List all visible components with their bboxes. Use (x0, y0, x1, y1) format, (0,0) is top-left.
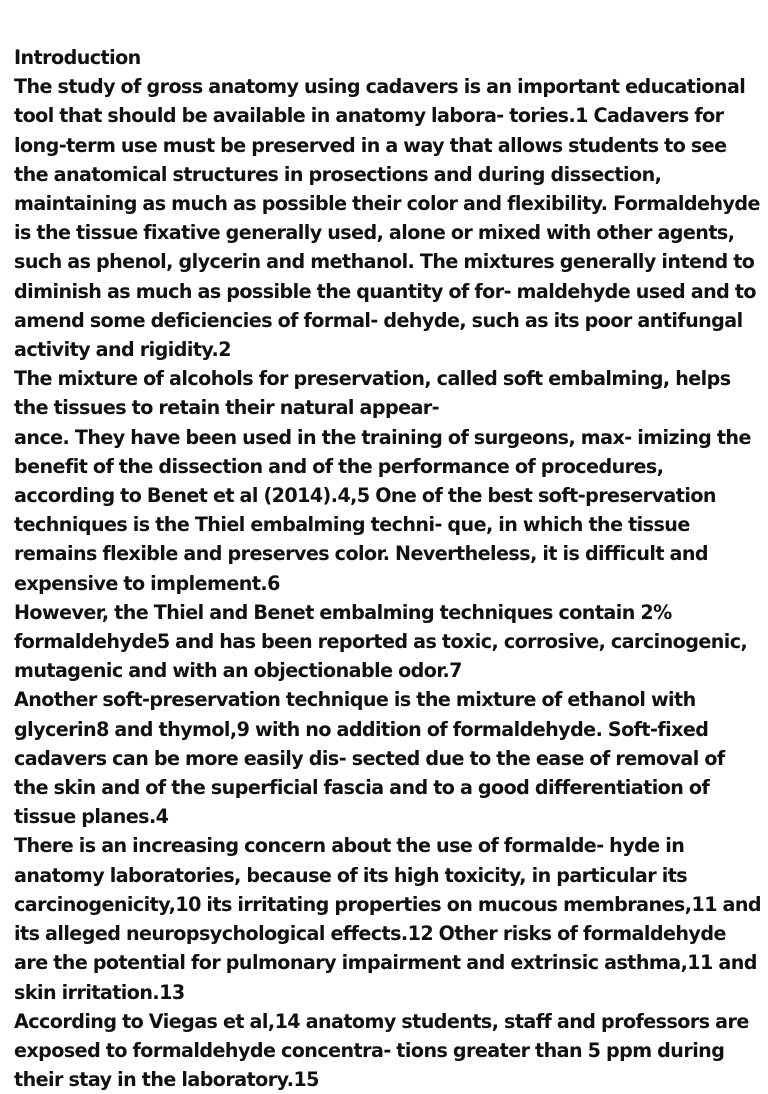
paragraph: There is an increasing concern about the use of formalde- hyde in anatomy laboratories, because of its high toxicity, in particular its carcinogenicity,10 its irritating properties on mucous membranes,11 and its alleged neuropsychological effects.12 Other risks of formaldehyde are the potential for pulmonary impairment and extrinsic asthma,11 and skin irritation.13 (14, 834, 762, 1004)
document-body (14, 43, 762, 1094)
paragraph: According to Viegas et al,14 anatomy students, staff and professors are exposed to formaldehyde concentra- tions greater than 5 ppm during their stay in the laboratory.15 (14, 1009, 749, 1092)
paragraph: ance. They have been used in the training of surgeons, max- imizing the benefit of the dissection and of the performance of procedures, according to Benet et al (2014).4,5 One of the best soft-preservation techniques is the Thiel embalming techni- que, in which the tissue remains flexible and preserves color. Nevertheless, it is difficult and expensive to implement.6 (14, 425, 751, 595)
paragraph: The study of gross anatomy using cadavers is an important educational tool that should be available in anatomy labora- tories.1 Cadavers for long-term use must be preserved in a way that allows students to see the anatomical structures in prosections and during dissection, maintaining as much as possible their color and flexibility. Formaldehyde is the tissue fixative generally used, alone or mixed with other agents, such as phenol, glycerin and methanol. The mixtures generally intend to diminish as much as possible the quantity of for- maldehyde used and to amend some deficiencies of formal- dehyde, such as its poor antifungal activity and rigidity.2 (14, 75, 760, 362)
paragraph: Another soft-preservation technique is the mixture of ethanol with glycerin8 and thymol,9 with no addition of formaldehyde. Soft-fixed cadavers can be more easily dis- sected due to the ease of removal of the skin and of the superficial fascia and to a good differentiation of tissue planes.4 (14, 688, 725, 829)
section-heading: Introduction (14, 46, 141, 69)
paragraph: However, the Thiel and Benet embalming techniques contain 2% formaldehyde5 and has been reported as toxic, corrosive, carcinogenic, mutagenic and with an objectionable odor.7 (14, 600, 748, 683)
paragraph: The mixture of alcohols for preservation, called soft embalming, helps the tissues to retain their natural appear- (14, 367, 731, 420)
